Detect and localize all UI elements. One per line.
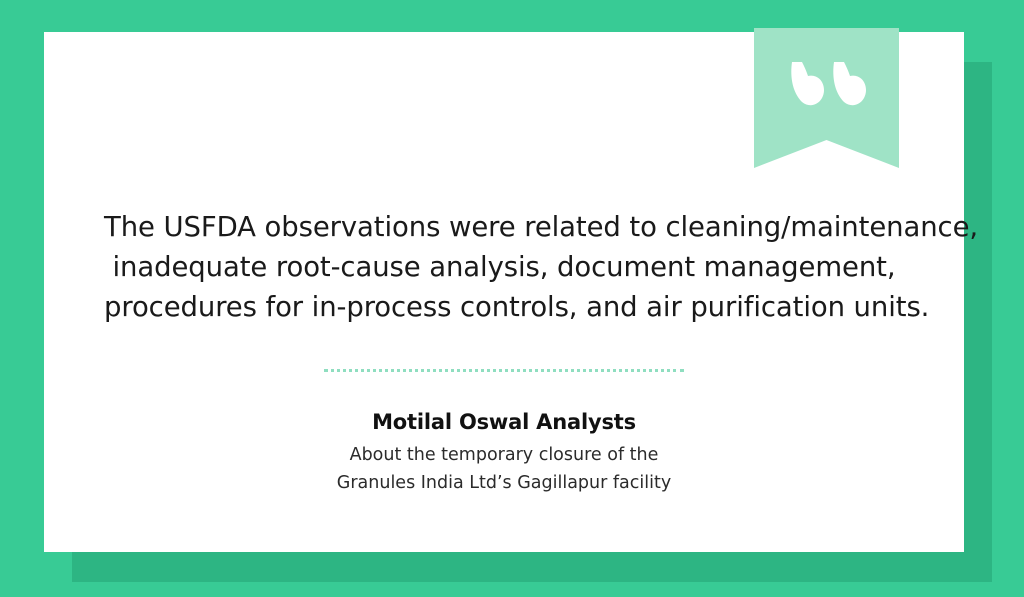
quote-line: inadequate root-cause analysis, document management, — [112, 251, 896, 283]
ribbon-notch — [754, 138, 899, 168]
quote-card — [44, 32, 979, 552]
dotted-divider — [324, 369, 684, 375]
quote-line: procedures for in-process controls, and air purification units. — [104, 291, 930, 323]
attribution-subtitle-line: About the temporary closure of the — [349, 445, 659, 465]
quote-text — [104, 207, 979, 327]
attribution-name: Motilal Oswal Analysts — [372, 410, 636, 434]
attribution-subtitle — [104, 441, 904, 497]
attribution-subtitle-line: Granules India Ltd’s Gagillapur facility — [336, 473, 672, 493]
quote-ribbon — [754, 28, 899, 163]
attribution-block — [104, 407, 904, 497]
quotation-mark-icon — [754, 60, 899, 106]
quote-line: The USFDA observations were related to cleaning/maintenance, — [104, 211, 979, 243]
